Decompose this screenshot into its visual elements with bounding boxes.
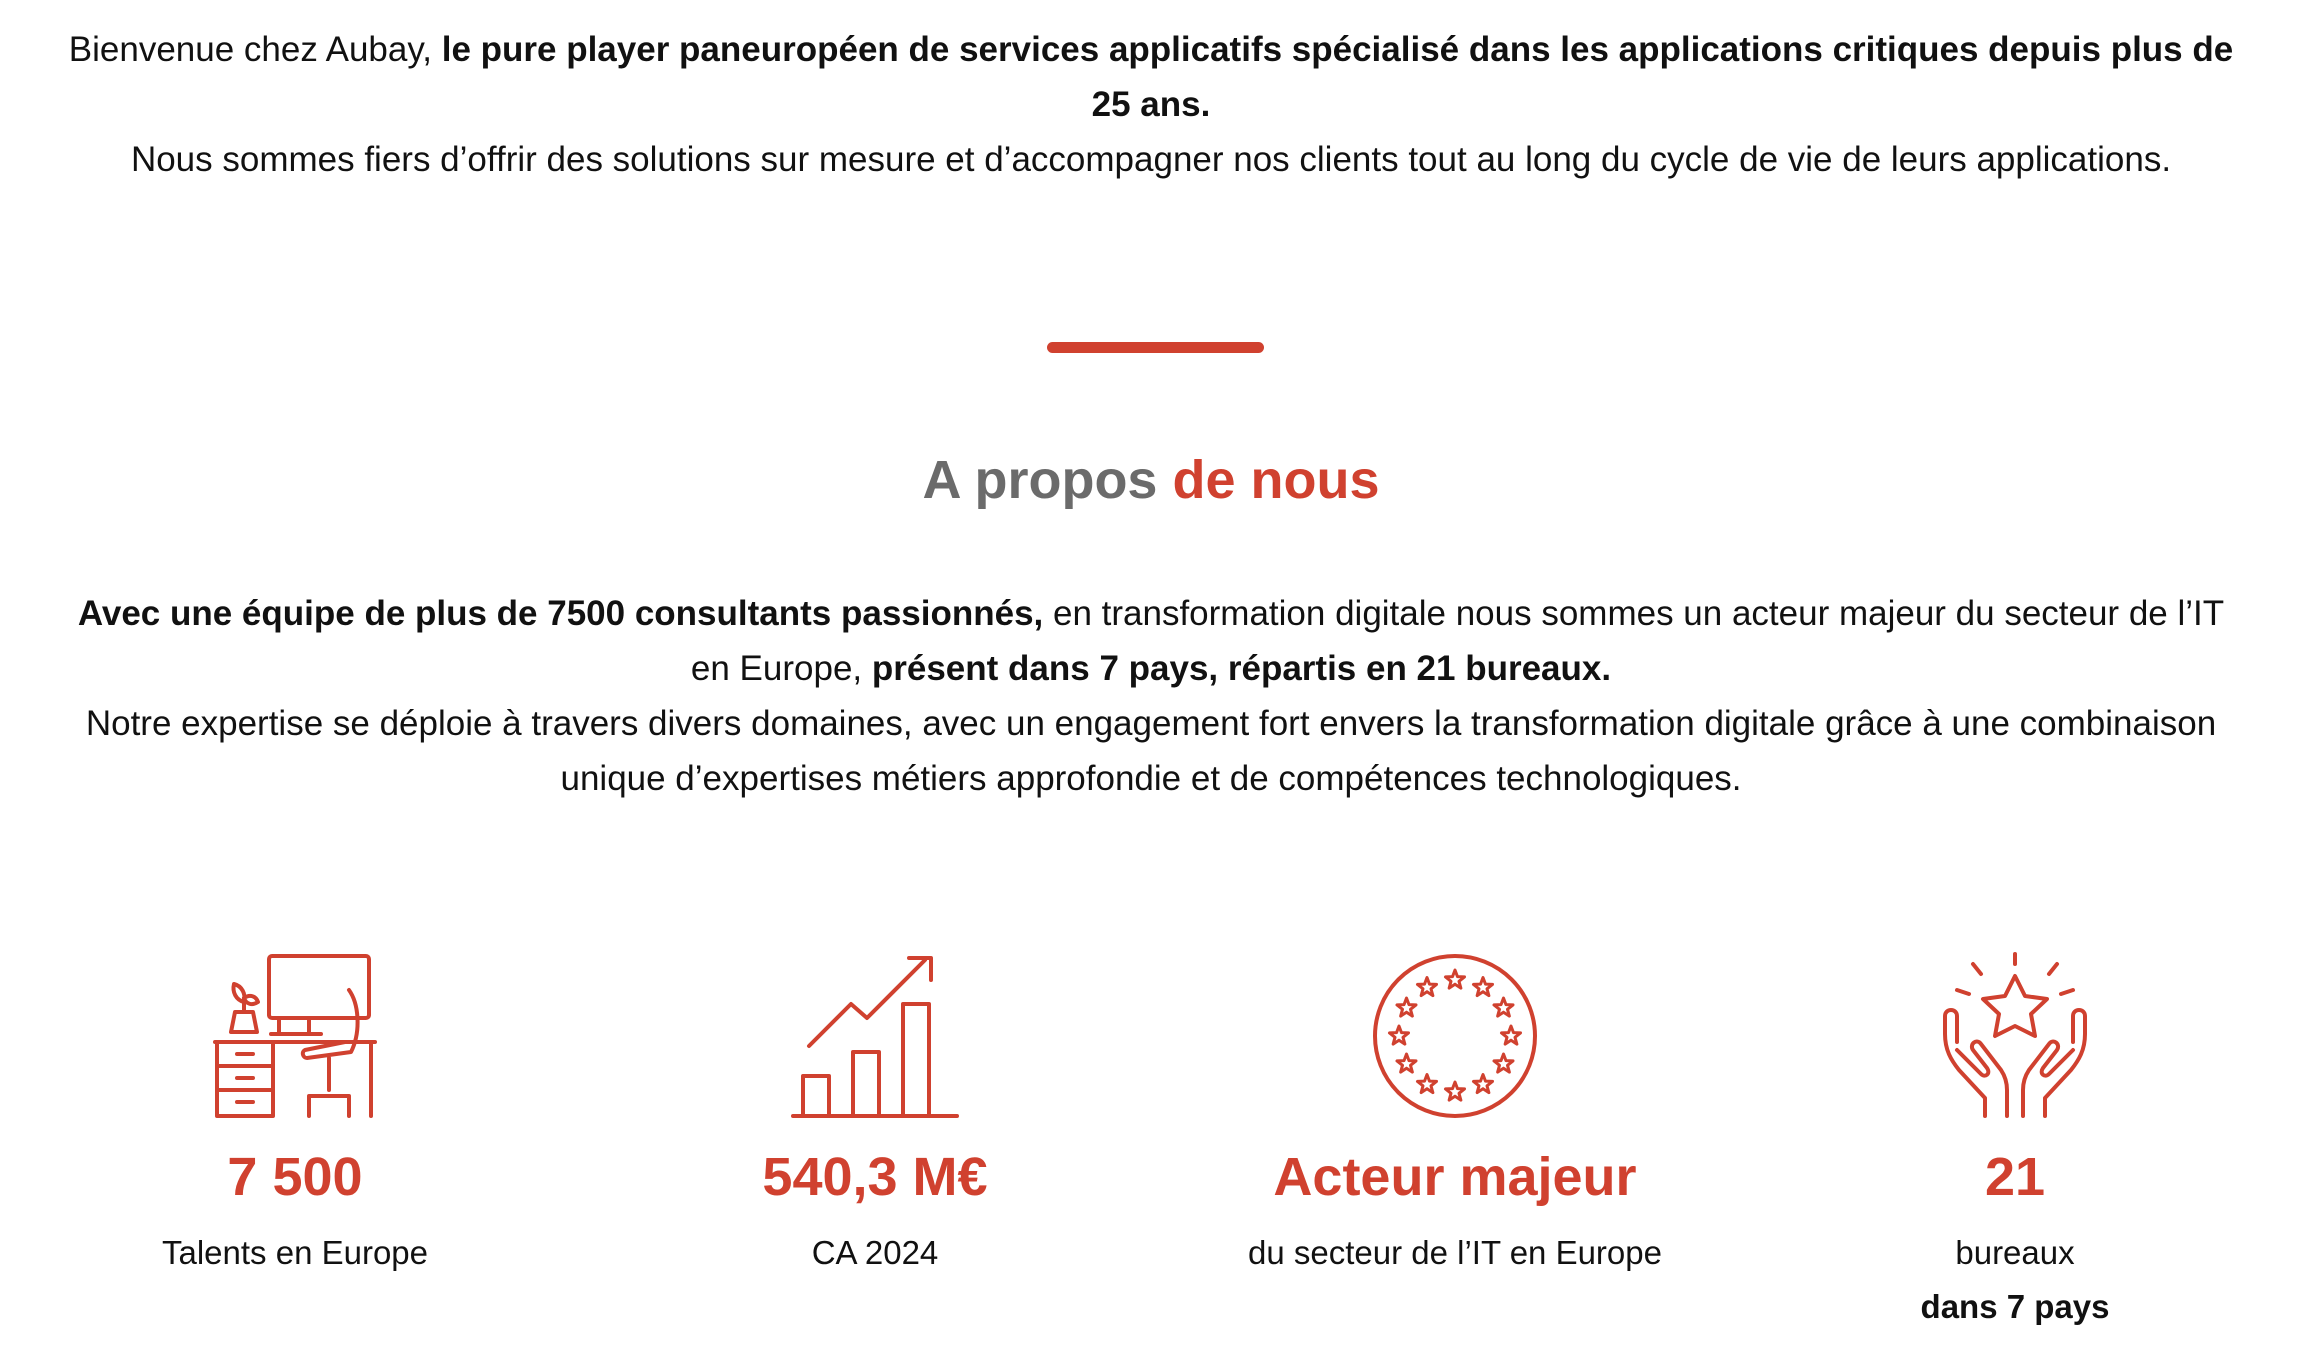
about-paragraph-1: Avec une équipe de plus de 7500 consultants passionnés, en transformation digitale nous sommes un acteur majeur du secteur de l’IT en Europe, présent dans 7 pays, répartis en 21 bureaux. (77, 594, 2225, 688)
star-icon (1494, 1054, 1513, 1072)
desk-workstation-icon (209, 950, 381, 1122)
about-text (60, 586, 2242, 806)
stat-value: 21 (1984, 1147, 2046, 1207)
stat-talents (35, 950, 555, 1280)
section-divider (1047, 342, 1264, 353)
star-icon (1494, 998, 1513, 1016)
star-icon (1397, 998, 1416, 1016)
stat-major-player (1195, 950, 1715, 1280)
stat-label: CA 2024 (811, 1234, 939, 1271)
stat-revenue (615, 950, 1135, 1280)
star-icon (1389, 1026, 1408, 1044)
intro-line-1: Bienvenue chez Aubay, le pure player paneuropéen de services applicatifs spécialisé dans les applications critiques depuis plus de 25 ans. (68, 30, 2234, 124)
about-paragraph-2: Notre expertise se déploie à travers divers domaines, avec un engagement fort envers la transformation digitale grâce à une combinaison unique d’expertises métiers approfondie et de compétences technologiques. (85, 704, 2217, 798)
stat-offices (1755, 950, 2275, 1334)
star-icon (1501, 1026, 1520, 1044)
intro-line-2: Nous sommes fiers d’offrir des solutions sur mesure et d’accompagner nos clients tout au long du cycle de vie de leurs applications. (130, 140, 2172, 179)
star-icon (1473, 1075, 1492, 1093)
stat-label-bold: dans 7 pays (1920, 1288, 2110, 1325)
about-heading: A propos de nous (922, 450, 1380, 510)
star-icon (1417, 978, 1436, 996)
stat-value: 540,3 M€ (762, 1147, 988, 1207)
stat-label: Talents en Europe (161, 1234, 428, 1271)
star-icon (1417, 1075, 1436, 1093)
stat-value: Acteur majeur (1273, 1147, 1637, 1207)
intro-text (60, 22, 2242, 187)
growth-chart-icon (789, 950, 961, 1122)
star-icon (1445, 970, 1464, 988)
star-icon (1397, 1054, 1416, 1072)
star-icon (1445, 1082, 1464, 1100)
stat-label: du secteur de l’IT en Europe (1248, 1234, 1662, 1271)
star-icon (1473, 978, 1492, 996)
hands-star-icon (1929, 950, 2101, 1122)
stat-label: bureaux (1955, 1234, 2075, 1271)
stat-value: 7 500 (227, 1147, 363, 1207)
europe-stars-icon (1369, 950, 1541, 1122)
